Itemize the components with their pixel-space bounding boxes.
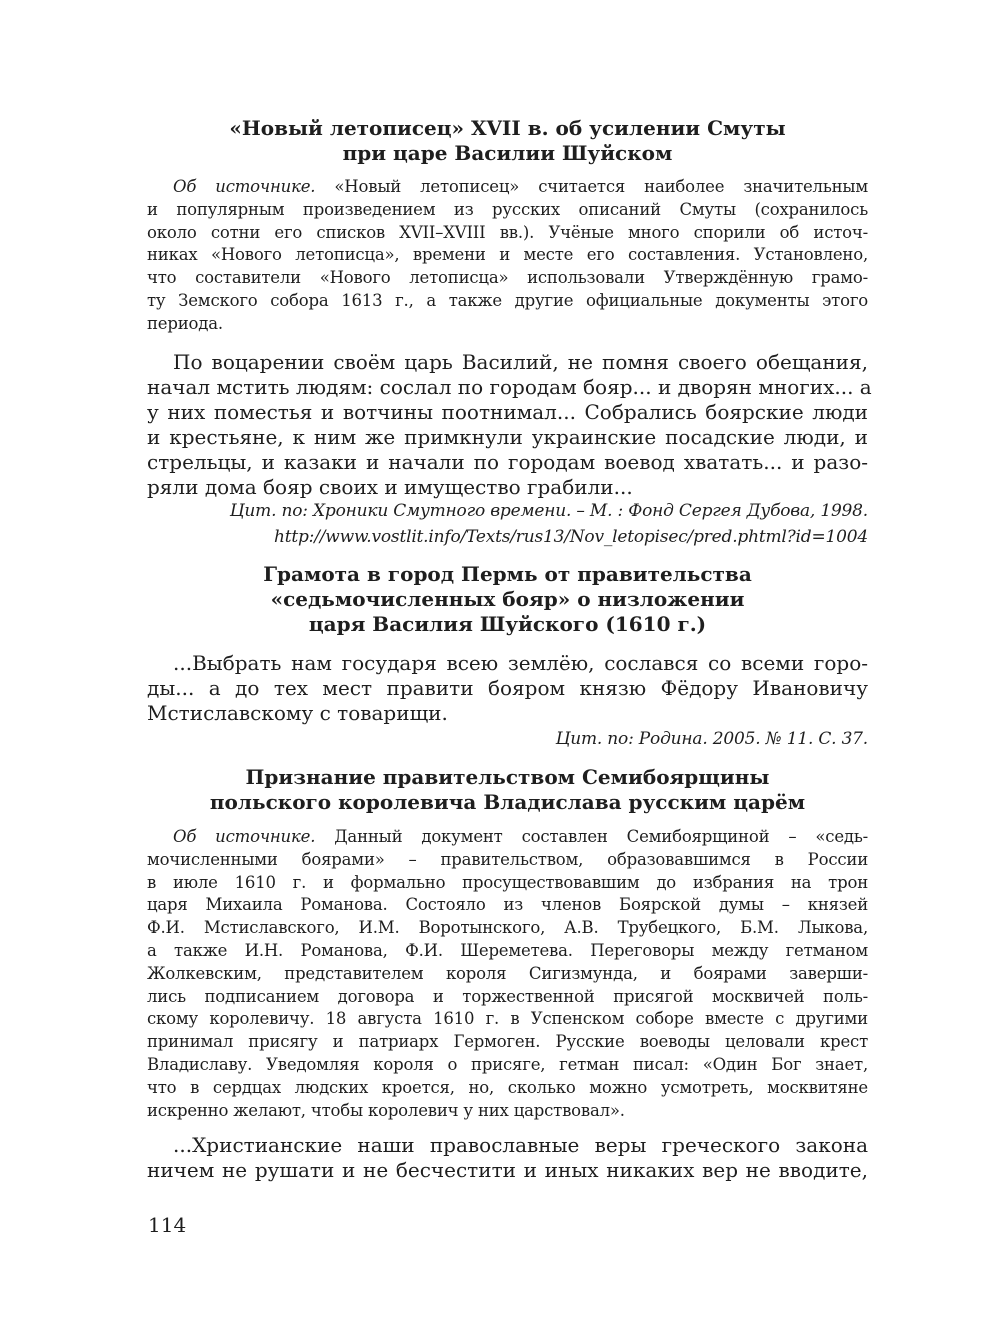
page-number: 114: [148, 1213, 187, 1237]
source-text-line: скому королевичу. 18 августа 1610 г. в Успенском соборе вместе с другими: [147, 1009, 868, 1029]
citation-url[interactable]: http://www.vostlit.info/Texts/rus13/Nov_letopisec/pred.phtml?id=1004: [273, 526, 868, 547]
quote-line: По воцарении своём царь Василий, не помня своего обещания,: [173, 350, 868, 374]
heading-line: Признание правительством Семибоярщины: [245, 765, 770, 789]
quote-line: ...Христианские наши православные веры греческого закона: [173, 1133, 868, 1157]
source-text-line: царя Михаила Романова. Состояло из членов Боярской думы – князей: [147, 895, 868, 915]
citation-line: Цит. по: Родина. 2005. № 11. С. 37.: [555, 729, 868, 749]
source-label: Об источнике.: [173, 827, 316, 846]
source-text-line: периода.: [147, 313, 223, 333]
quote-line: ничем не рушати и не бесчестити и иных никаких вер не вводите,: [147, 1158, 868, 1182]
quote-line: ды... а до тех мест правити бояром князю Фёдору Ивановичу: [147, 676, 868, 700]
source-text-line: Жолкевским, представителем короля Сигизмунда, и боярами заверши-: [147, 963, 868, 983]
section-heading-new-chronicle: [147, 116, 868, 166]
source-text-line: Данный документ составлен Семибоярщиной – «седь-: [315, 827, 868, 846]
source-note-seven-boyars: [147, 826, 868, 1122]
quote-line: у них поместья и вотчины поотнимал... Собрались боярские люди: [147, 400, 868, 424]
source-label: Об источнике.: [173, 177, 316, 196]
source-text-line: Владиславу. Уведомляя короля о присяге, гетман писал: «Один Бог знает,: [147, 1054, 868, 1074]
source-text-line: лись подписанием договора и торжественной присягой москвичей поль-: [147, 986, 868, 1006]
heading-line: царя Василия Шуйского (1610 г.): [308, 612, 707, 636]
source-text-line: Ф.И. Мстиславского, И.М. Воротынского, А.В. Трубецкого, Б.М. Лыкова,: [147, 918, 868, 938]
heading-line: польского королевича Владислава русским царём: [209, 790, 806, 814]
quote-line: и крестьяне, к ним же примкнули украинские посадские люди, и: [147, 425, 868, 449]
source-text-line: «Новый летописец» считается наиболее значительным: [315, 177, 868, 196]
quote-line: стрельцы, и казаки и начали по городам воевод хватать... и разо-: [147, 450, 868, 474]
heading-line: «седьмочисленных бояр» о низложении: [270, 587, 745, 611]
source-note-new-chronicle: [147, 176, 868, 336]
source-text-line: а также И.Н. Романова, Ф.И. Шереметева. Переговоры между гетманом: [147, 940, 868, 960]
source-text-line: и популярным произведением из русских описаний Смуты (сохранилось: [147, 199, 868, 219]
quote-line: Мстиславскому с товарищи.: [147, 701, 448, 725]
source-text-line: мочисленными боярами» – правительством, образовавшимся в России: [147, 849, 868, 869]
quote-new-chronicle: [147, 350, 872, 500]
source-text-line: около сотни его списков XVII–XVIII вв.). Учёные много спорили об источ-: [147, 222, 868, 242]
citation-line: Цит. по: Хроники Смутного времени. – М. : Фонд Сергея Дубова, 1998.: [229, 501, 868, 521]
heading-line: при царе Василии Шуйском: [342, 141, 673, 165]
citation-perm-charter: [147, 727, 868, 753]
quote-line: ...Выбрать нам государя всею землёю, сослався со всеми горо-: [173, 651, 868, 675]
quote-line: начал мстить людям: сослал по городам бояр... и дворян многих... а: [147, 375, 872, 399]
source-text-line: что составители «Нового летописца» использовали Утверждённую грамо-: [147, 268, 868, 288]
quote-line: ряли дома бояр своих и имущество грабили...: [147, 475, 633, 499]
quote-seven-boyars: [147, 1133, 868, 1183]
citation-new-chronicle: [147, 499, 868, 550]
source-text-line: никах «Нового летописца», времени и месте его составления. Установлено,: [147, 245, 868, 265]
source-text-line: принимал присягу и патриарх Гермоген. Русские воеводы целовали крест: [147, 1032, 868, 1052]
heading-line: Грамота в город Пермь от правительства: [263, 562, 752, 586]
source-text-line: что в сердцах людских кроется, но, сколько можно усмотреть, москвитяне: [147, 1077, 868, 1097]
section-heading-seven-boyars: [147, 765, 868, 815]
section-heading-perm-charter: [147, 562, 868, 637]
quote-perm-charter: [147, 651, 868, 726]
source-text-line: в июле 1610 г. и формально просуществовавшим до избрания на трон: [147, 872, 868, 892]
source-text-line: искренно желают, чтобы королевич у них царствовал».: [147, 1100, 625, 1120]
source-text-line: ту Земского собора 1613 г., а также другие официальные документы этого: [147, 290, 868, 310]
heading-line: «Новый летописец» XVII в. об усилении Смуты: [229, 116, 786, 140]
